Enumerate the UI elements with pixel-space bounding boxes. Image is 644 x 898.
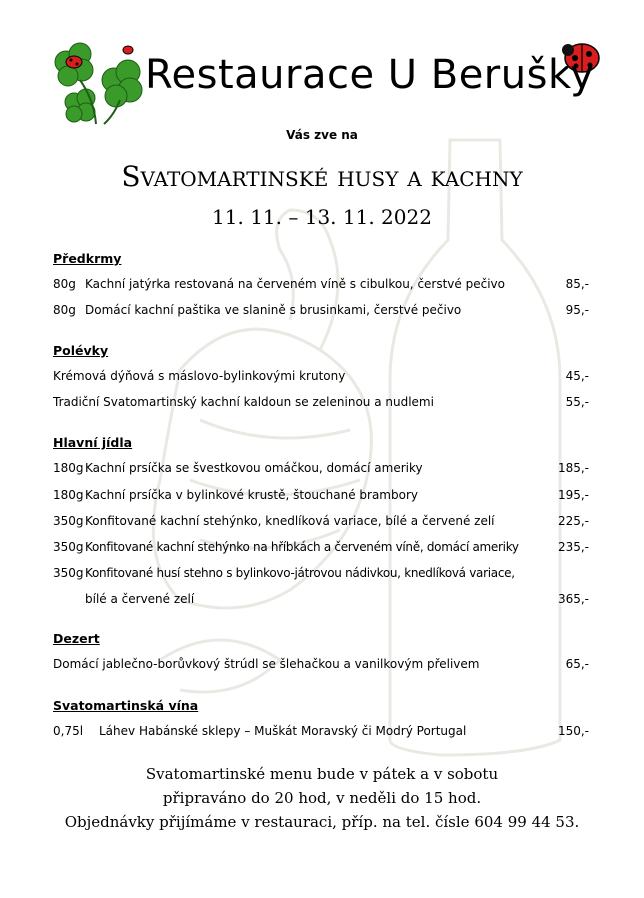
event-dates: 11. 11. – 13. 11. 2022 [212,205,432,229]
section-heading-hlavni: Hlavní jídla [53,435,133,450]
item-price: 65,- [565,657,589,671]
menu-item [53,566,589,580]
item-weight: 350g [53,514,84,528]
event-title: Svatomartinské husy a kachny [121,160,523,193]
item-weight: 350g [53,566,84,580]
item-name: Krémová dýňová s máslovo-bylinkovými krutony [53,369,346,383]
menu-item [53,724,589,738]
restaurant-title: Restaurace U Berušky [145,52,595,98]
item-name: Kachní prsíčka se švestkovou omáčkou, domácí ameriky [85,461,423,475]
item-weight: 80g [53,277,76,291]
item-weight: 180g [53,488,84,502]
section-heading-vina: Svatomartinská vína [53,698,199,713]
item-price: 225,- [557,514,589,528]
item-name: Domácí kachní paštika ve slanině s brusinkami, čerstvé pečivo [85,303,462,317]
item-weight: 350g [53,540,84,554]
item-price: 150,- [557,724,589,738]
item-name: Konfitované husí stehno s bylinkovo-játrovou nádivkou, knedlíková variace, [85,566,515,580]
item-price: 95,- [565,303,589,317]
menu-item [53,657,589,671]
ladybug-small-icon [66,56,82,68]
item-price: 365,- [557,592,589,606]
menu-item [53,277,589,291]
menu-item [53,514,589,528]
item-name: Konfitované kachní stehýnko na hříbkách a červeném víně, domácí ameriky [85,540,519,554]
menu-item [53,461,589,475]
item-name: Kachní jatýrka restovaná na červeném víně s cibulkou, čerstvé pečivo [85,277,505,291]
item-name: Kachní prsíčka v bylinkové krustě, štouchané brambory [85,488,418,502]
section-heading-dezert: Dezert [53,631,100,646]
item-weight: 80g [53,303,76,317]
footer-line-2: připraváno do 20 hod, v neděli do 15 hod. [162,789,482,807]
item-weight: 180g [53,461,84,475]
invite-text: Vás zve na [286,128,358,142]
menu-item [53,488,589,502]
item-name: Tradiční Svatomartinský kachní kaldoun se zeleninou a nudlemi [53,395,434,409]
menu-item [53,540,589,554]
item-name: Konfitované kachní stehýnko, knedlíková variace, bílé a červené zelí [85,514,495,528]
item-name-continued: bílé a červené zelí [85,592,195,606]
item-price: 195,- [557,488,589,502]
footer-line-1: Svatomartinské menu bude v pátek a v sobotu [145,765,499,783]
menu-item [53,395,589,409]
item-price: 185,- [557,461,589,475]
item-price: 85,- [565,277,589,291]
section-heading-polevky: Polévky [53,343,109,358]
item-name: Láhev Habánské sklepy – Muškát Moravský či Modrý Portugal [99,724,467,738]
item-name: Domácí jablečno-borůvkový štrúdl se šlehačkou a vanilkovým přelivem [53,657,480,671]
menu-item [53,369,589,383]
item-price: 55,- [565,395,589,409]
menu-item-continued [53,592,589,606]
footer-line-3: Objednávky přijímáme v restauraci, příp. na tel. čísle 604 99 44 53. [64,813,580,831]
item-price: 45,- [565,369,589,383]
menu-item [53,303,589,317]
section-heading-predkrmy: Předkrmy [53,251,122,266]
item-weight: 0,75l [53,724,84,738]
item-price: 235,- [557,540,589,554]
clover-decoration [44,40,149,125]
